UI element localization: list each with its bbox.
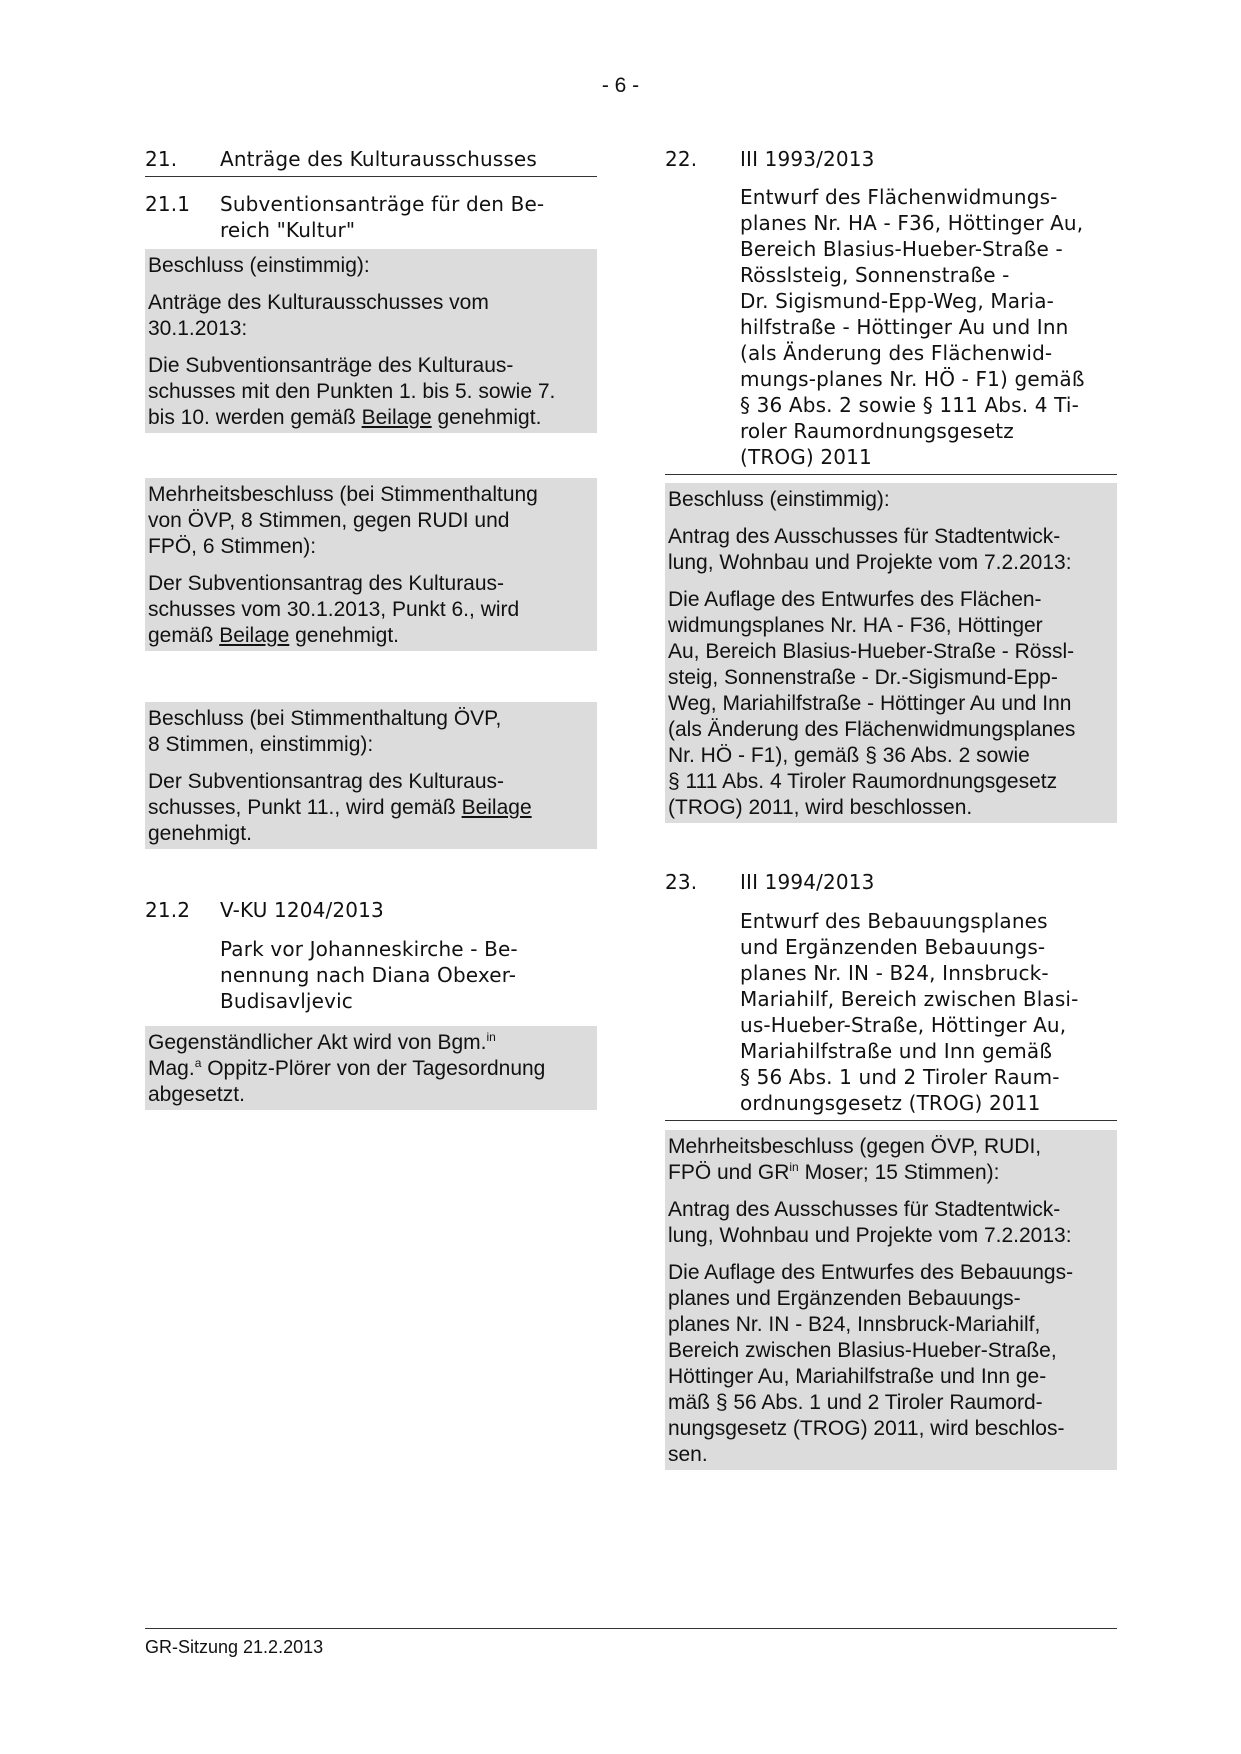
resolution-text: Die Subventionsanträge des Kulturaus- schusses mit den Punkten 1. bis 5. sowie 7. bis 10. werden gemäß Beilage genehmigt.: [148, 354, 556, 429]
title-line: reich "Kultur": [220, 218, 356, 242]
resolution-text: Der Subventionsantrag des Kulturaus- schusses vom 30.1.2013, Punkt 6., wird gemäß Beilage genehmigt.: [148, 572, 520, 647]
decision-box-21-1-a: [145, 249, 597, 433]
item-number: 21.: [145, 147, 178, 171]
resolution-text: Der Subventionsantrag des Kulturaus- schusses, Punkt 11., wird gemäß Beilage genehmigt.: [148, 770, 532, 845]
right-column: [665, 146, 1117, 1470]
request-text: Anträge des Kulturausschusses vom 30.1.2013:: [148, 291, 489, 340]
item-number: 21.1: [145, 192, 191, 216]
decision-label: Beschluss (einstimmig):: [668, 488, 890, 511]
footer-session-label: GR-Sitzung 21.2.2013: [145, 1637, 324, 1657]
item-code: III 1993/2013: [740, 147, 875, 171]
item-code: III 1994/2013: [740, 870, 875, 894]
request-text: Antrag des Ausschusses für Stadtentwick- lung, Wohnbau und Projekte vom 7.2.2013:: [668, 1198, 1072, 1247]
item-code: V-KU 1204/2013: [220, 898, 384, 922]
request-text: Antrag des Ausschusses für Stadtentwick- lung, Wohnbau und Projekte vom 7.2.2013:: [668, 525, 1072, 574]
decision-label: Beschluss (einstimmig):: [148, 254, 370, 277]
item-description: Park vor Johanneskirche - Be- nennung nach Diana Obexer- Budisavljevic: [220, 937, 518, 1013]
beilage-link[interactable]: Beilage: [461, 796, 532, 819]
left-column: [145, 146, 597, 1110]
decision-box-21-1-c: [145, 702, 597, 849]
decision-box-21-1-b: [145, 478, 597, 651]
item-description: Entwurf des Bebauungsplanes und Ergänzenden Bebauungs- planes Nr. IN - B24, Innsbruck- Mariahilf, Bereich zwischen Blasi- us-Hueber-Straße, Höttinger Au, Mariahilfstraße und Inn gemäß § 56 Abs. 1 und 2 Tiroler Raum- ordnungsgesetz (TROG) 2011: [665, 908, 1117, 1121]
decision-box-22: [665, 483, 1117, 823]
decision-label: Beschluss (bei Stimmenthaltung ÖVP, 8 Stimmen, einstimmig):: [148, 707, 502, 756]
item-22-heading: [665, 146, 1117, 172]
item-description: Entwurf des Flächenwidmungs- planes Nr. HA - F36, Höttinger Au, Bereich Blasius-Hueber-Straße - Rösslsteig, Sonnenstraße - Dr. Sigismund-Epp-Weg, Maria- hilfstraße - Höttinger Au und Inn (als Änderung des Flächenwid- mungs-planes Nr. HÖ - F1) gemäß § 36 Abs. 2 sowie § 111 Abs. 4 Ti- roler Raumordnungsgesetz (TROG) 2011: [665, 184, 1117, 475]
item-21-2-heading: [145, 897, 597, 923]
footer-divider: [145, 1628, 1117, 1629]
resolution-text: Die Auflage des Entwurfes des Bebauungs- planes und Ergänzenden Bebauungs- planes Nr. IN - B24, Innsbruck-Mariahilf, Bereich zwischen Blasius-Hueber-Straße, Höttinger Au, Mariahilfstraße und Inn ge- mäß § 56 Abs. 1 und 2 Tiroler Raumord- nungsgesetz (TROG) 2011, wird beschlos- sen.: [668, 1261, 1074, 1466]
resolution-text: Die Auflage des Entwurfes des Flächen- widmungsplanes Nr. HA - F36, Höttinger Au, Bereich Blasius-Hueber-Straße - Rössl- steig, Sonnenstraße - Dr.-Sigismund-Epp- Weg, Mariahilfstraße - Höttinger Au und Inn (als Änderung des Flächenwidmungsplanes Nr. HÖ - F1), gemäß § 36 Abs. 2 sowie § 111 Abs. 4 Tiroler Raumordnungsgesetz (TROG) 2011, wird beschlossen.: [668, 588, 1076, 819]
item-21-heading: [145, 146, 597, 177]
item-title: [220, 191, 597, 243]
beilage-link[interactable]: Beilage: [361, 406, 432, 429]
item-number: 22.: [665, 147, 698, 171]
decision-box-21-2: [145, 1026, 597, 1110]
item-23-heading: [665, 869, 1117, 895]
item-21-1-heading: [145, 191, 597, 243]
item-title: Anträge des Kulturausschusses: [220, 147, 537, 171]
decision-label: Mehrheitsbeschluss (gegen ÖVP, RUDI, FPÖ und $GR^{in}$ Moser; 15 Stimmen):: [668, 1135, 1042, 1184]
decision-label: Mehrheitsbeschluss (bei Stimmenthaltung von ÖVP, 8 Stimmen, gegen RUDI und FPÖ, 6 Stimmen):: [148, 483, 538, 558]
item-number: 21.2: [145, 898, 191, 922]
item-number: 23.: [665, 870, 698, 894]
title-line: Subventionsanträge für den Be-: [220, 192, 545, 216]
beilage-link[interactable]: Beilage: [219, 624, 290, 647]
decision-box-23: [665, 1130, 1117, 1470]
resolution-text: Gegenständlicher Akt wird von Bgm.$^{in}$ Mag.$^a$ Oppitz-Plörer von der Tagesordnung abgesetzt.: [148, 1030, 546, 1106]
page-number: - 6 -: [601, 74, 640, 97]
